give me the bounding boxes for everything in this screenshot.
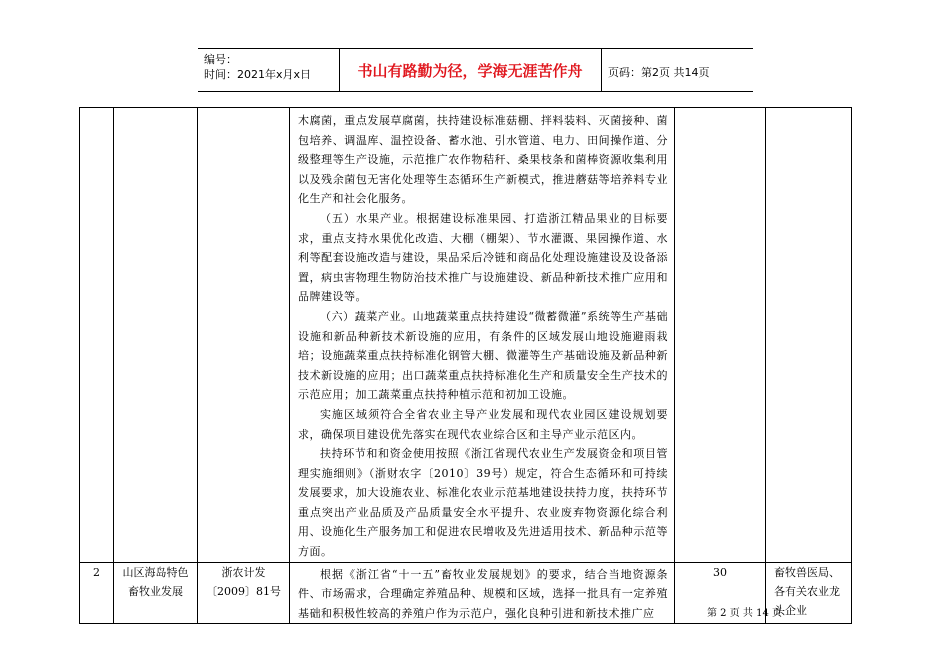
header-divider: [601, 49, 602, 91]
header-slogan: 书山有路勤为径，学海无涯苦作舟: [357, 62, 583, 80]
time-label: 时间：2021年x月x日: [204, 68, 312, 81]
header-slogan-area: [339, 49, 801, 91]
content-paragraph: 实施区域须符合全省农业主导产业发展和现代农业园区建设规划要求，确保项目建设优先落实在现代农业综合区和主导产业示范区内。: [298, 407, 668, 441]
header-meta: [204, 52, 339, 88]
content-paragraph: （五）水果产业。根据建设标准果园、打造浙江精品果业的目标要求，重点支持水果优化改造、大棚（棚架）、节水灌溉、果园操作道、水利等配套设施改造与建设，果品采后冷链和商品化处理设施建设及设备添置，病虫害物理生物防治技术推广与设施建设、新品种新技术推广应用和品牌建设等。: [298, 211, 668, 304]
content-paragraph: （六）蔬菜产业。山地蔬菜重点扶持建设“微蓄微灌”系统等生产基础设施和新品种新技术新设施的应用，有条件的区域发展山地设施避雨栽培；设施蔬菜重点扶持标准化钢管大棚、微灌等生产基础设施及新品种新技术新设施的应用；出口蔬菜重点扶持标准化生产和质量安全生产技术的示范应用；加工蔬菜重点扶持种植示范和初加工设施。: [298, 309, 668, 402]
content-cell: [290, 562, 675, 624]
content-cell: [290, 108, 675, 563]
content-text: [290, 563, 674, 624]
amount-cell: [675, 108, 766, 563]
content-paragraph: 扶持环节和和资金使用按照《浙江省现代农业生产发展资金和项目管理实施细则》（浙财农字〔2010〕39号）规定，符合生态循环和可持续发展要求，加大设施农业、标准化农业示范基地建设扶持力度，扶持环节重点突出产业品质及产品质量安全水平提升、农业废弃物资源化综合利用、设施化生产服务加工和促进农民增收及先进适用技术、新品种示范等方面。: [298, 447, 668, 559]
table-row: [80, 108, 852, 563]
project-table: [79, 107, 852, 624]
content-paragraph: 木腐菌，重点发展草腐菌，扶持建设标准菇棚、拌料装料、灭菌接种、菌包培养、调温库、温控设备、蓄水池、引水管道、电力、田间操作道、分级整理等生产设施，示范推广农作物秸秆、桑果枝条和菌棒资源收集利用以及残余菌包无害化处理等生态循环生产新模式，推进蘑菇等培养料专业化生产和社会化服务。: [298, 114, 668, 206]
project-name-cell: [114, 108, 198, 563]
amount-cell: 30: [675, 562, 766, 624]
serial-label: 编号：: [204, 53, 237, 66]
document-number-cell: [198, 108, 290, 563]
page-footer: 第 2 页 共 14 页: [707, 608, 782, 619]
page-header: [198, 48, 753, 92]
department-cell: [766, 108, 852, 563]
header-page-number: 页码：第2页 共14页: [608, 66, 710, 79]
content-paragraph: 根据《浙江省“十一五”畜牧业发展规划》的要求，结合当地资源条件、市场需求，合理确定养殖品种、规模和区域，选择一批具有一定养殖基础和积极性较高的养殖户作为示范户，强化良种引进和新技术推广应: [298, 567, 668, 620]
project-name-cell: 山区海岛特色畜牧业发展: [114, 562, 198, 624]
content-text: [290, 108, 674, 562]
row-index-cell: [80, 108, 114, 563]
department-cell: 畜牧兽医局、各有关农业龙头企业: [766, 562, 852, 624]
document-number-cell: 浙农计发〔2009〕81号: [198, 562, 290, 624]
row-index-cell: 2: [80, 562, 114, 624]
